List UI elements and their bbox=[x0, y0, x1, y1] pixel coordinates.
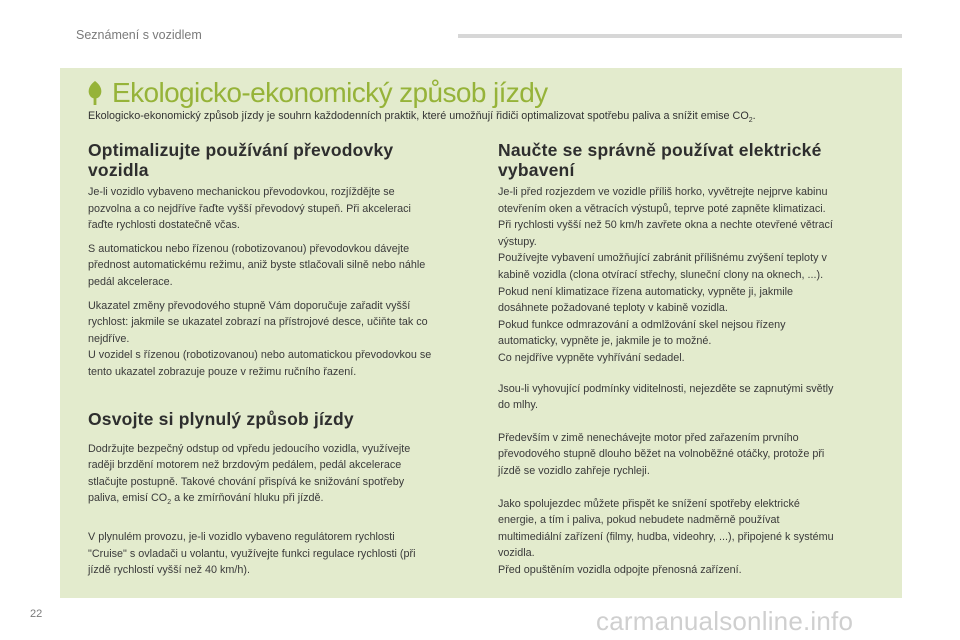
header-divider bbox=[458, 34, 902, 38]
paragraph: Je-li vozidlo vybaveno mechanickou převodovkou, rozjíždějte se pozvolna a co nejdříve řaďte vyšší převodový stupeň. Při akceleraci řaďte rychlosti dostatečně včas. bbox=[88, 186, 411, 232]
page-title: Ekologicko-ekonomický způsob jízdy bbox=[112, 77, 548, 108]
leaf-icon bbox=[86, 80, 104, 106]
paragraph: Ukazatel změny převodového stupně Vám doporučuje zařadit vyšší rychlost: jakmile se ukazatel zobrazí na přístrojové desce, učiňte tak co nejdříve. U vozidel s řízenou (robotizovanou) nebo automatickou převodovkou se tento ukazatel zobrazuje pouze v režimu ručního řazení. bbox=[88, 299, 432, 378]
paragraph: Jsou-li vyhovující podmínky viditelnosti, nejezděte se zapnutými světly do mlhy. bbox=[498, 382, 834, 412]
paragraph: Je-li před rozjezdem ve vozidle příliš horko, vyvětrejte nejprve kabinu otevřením oken a větracích výstupů, teprve poté zapněte klimatizaci. Při rychlosti vyšší než 50 km/h zavřete okna a nechte otevřené větrací výstupy. Používejte vybavení umožňující zabránit přílišnému zvýšení teploty v kabině vozidla (clona otvírací střechy, sluneční clony na oknech, ...). Pokud není klimatizace řízena automaticky, vypněte ji, jakmile dosáhnete požadované teploty v kabině vozidla. Pokud funkce odmrazování a odmlžování skel nejsou řízeny automaticky, vypněte je, jakmile je to možné. Co nejdříve vypněte vyhřívání sedadel. bbox=[498, 186, 833, 364]
paragraph: V plynulém provozu, je-li vozidlo vybaveno regulátorem rychlosti "Cruise" s ovladači u volantu, využívejte funkci regulace rychlosti (při jízdě rychlostí vyšší než 40 km/h). bbox=[88, 531, 416, 577]
left-column bbox=[88, 140, 483, 579]
paragraph: S automatickou nebo řízenou (robotizovanou) převodovkou dávejte přednost automatickému režimu, aniž byste stlačovali silně nebo náhle pedál akcelerace. bbox=[88, 242, 426, 288]
section-title-smooth-driving: Osvojte si plynulý způsob jízdy bbox=[88, 408, 354, 429]
section-header: Seznámení s vozidlem bbox=[76, 28, 202, 42]
section-title-gearbox: Optimalizujte používání převodovky vozidla bbox=[88, 140, 394, 180]
paragraph: Dodržujte bezpečný odstup od vpředu jedoucího vozidla, využívejte raději brzdění motorem než brzdovým pedálem, pedál akcelerace stlačujte postupně. Takové chování přispívá ke snižování spotřeby paliva, emisí $CO_2$ a ke zmírňování hluku při jízdě. bbox=[88, 442, 411, 507]
section-title-electrical: Naučte se správně používat elektrické vybavení bbox=[498, 140, 822, 180]
paragraph: Především v zimě nenechávejte motor před zařazením prvního převodového stupně dlouho běžet na volnoběžné otáčky, protože při jízdě se vozidlo zahřeje rychleji. bbox=[498, 431, 825, 477]
right-column bbox=[498, 140, 893, 578]
page-number: 22 bbox=[30, 608, 43, 620]
watermark: carmanualsonline.info bbox=[596, 606, 854, 636]
intro-text: Ekologicko-ekonomický způsob jízdy je souhrn každodenních praktik, které umožňují řidiči optimalizovat spotřebu paliva a snížit emise $CO_2$. bbox=[88, 110, 756, 125]
paragraph: Jako spolujezdec můžete přispět ke snížení spotřeby elektrické energie, a tím i paliva, pokud nebudete nadměrně používat multimediální zařízení (filmy, hudba, videohry, ...), připojené k systému vozidla. Před opuštěním vozidla odpojte přenosná zařízení. bbox=[498, 497, 834, 576]
